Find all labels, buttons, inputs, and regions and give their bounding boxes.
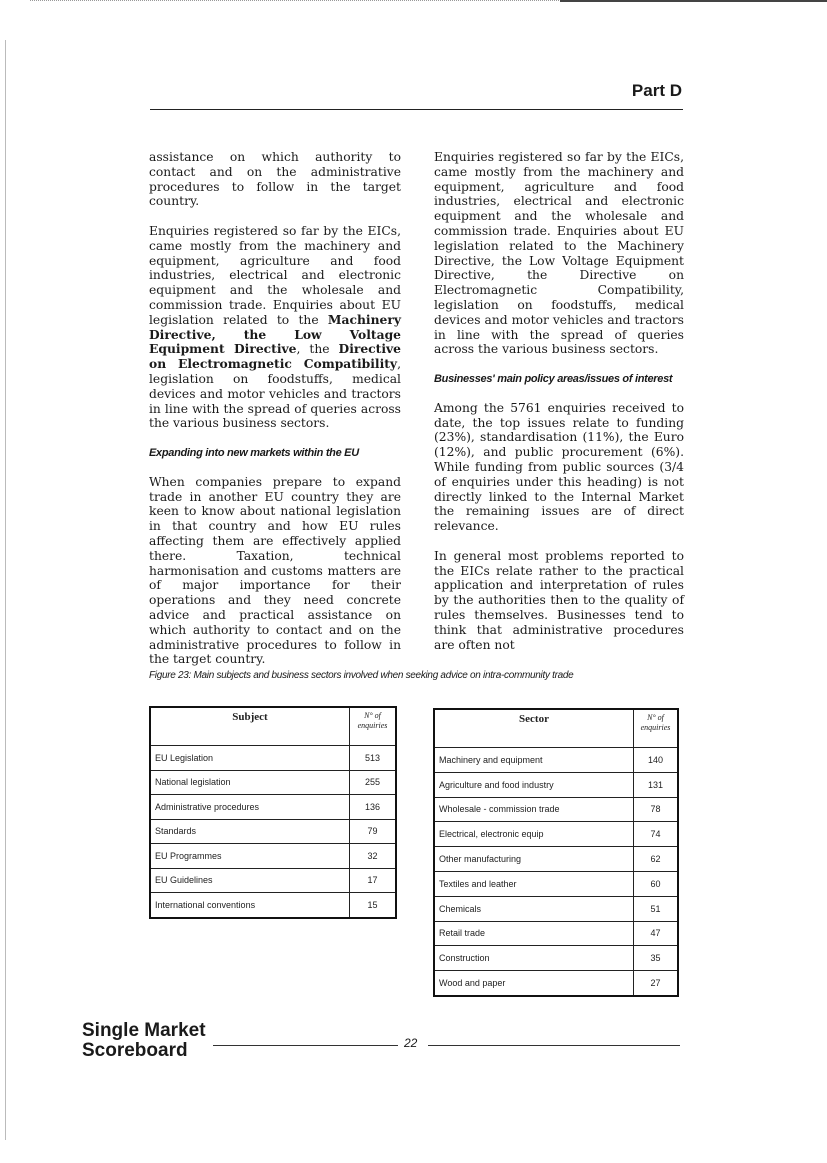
- row-label: Textiles and leather: [434, 871, 634, 896]
- text-run: , legislation on foodstuffs, medical devices and motor vehicles and tractors in line with the spread of queries across the various business sectors.: [149, 357, 401, 431]
- row-label: Wood and paper: [434, 971, 634, 996]
- row-label: Machinery and equipment: [434, 748, 634, 773]
- section-heading-expanding: Expanding into new markets within the EU: [149, 446, 359, 459]
- table-row: [434, 822, 678, 847]
- row-count: 35: [634, 946, 679, 971]
- header-rule: [150, 109, 683, 110]
- table-row: [434, 921, 678, 946]
- row-count: 62: [634, 847, 679, 872]
- subject-table-body: [150, 746, 396, 918]
- table-row: [150, 770, 396, 795]
- scan-left-edge: [5, 40, 6, 1140]
- right-column: [434, 150, 684, 667]
- left-column: [149, 150, 401, 682]
- row-count: 140: [634, 748, 679, 773]
- figure-caption: Figure 23: Main subjects and business sectors involved when seeking advice on intra-community trade: [149, 670, 574, 681]
- table-row: [150, 795, 396, 820]
- row-label: Construction: [434, 946, 634, 971]
- publication-title-line-2: Scoreboard: [82, 1040, 188, 1061]
- row-label: Standards: [150, 819, 350, 844]
- sector-count-header: N° of enquiries: [634, 709, 679, 748]
- footer-rule-right: [428, 1045, 680, 1046]
- row-count: 15: [350, 893, 397, 918]
- footer-rule-left: [213, 1045, 398, 1046]
- row-label: Other manufacturing: [434, 847, 634, 872]
- row-count: 32: [350, 844, 397, 869]
- bold-run: Directive on Electromagnetic Compatibility: [149, 341, 401, 372]
- row-count: 131: [634, 772, 679, 797]
- table-row: [434, 772, 678, 797]
- row-count: 51: [634, 896, 679, 921]
- row-count: 74: [634, 822, 679, 847]
- part-header: Part D: [631, 81, 682, 100]
- table-row: [434, 748, 678, 773]
- row-count: 255: [350, 770, 397, 795]
- row-label: Agriculture and food industry: [434, 772, 634, 797]
- row-label: Administrative procedures: [150, 795, 350, 820]
- table-row: [434, 847, 678, 872]
- scan-top-edge-solid: [560, 0, 827, 2]
- row-label: Electrical, electronic equip: [434, 822, 634, 847]
- right-paragraph-3: In general most problems reported to the EICs relate rather to the practical application and interpretation of rules by the authorities then to the quality of rules themselves. Businesses tend to think that administrative procedures are often not: [434, 548, 684, 652]
- row-count: 78: [634, 797, 679, 822]
- table-header-row: [434, 709, 678, 748]
- table-row: [434, 797, 678, 822]
- subject-table: [149, 706, 397, 919]
- row-label: National legislation: [150, 770, 350, 795]
- row-count: 27: [634, 971, 679, 996]
- bold-run: Machinery Directive, the Low Voltage Equipment Directive: [149, 311, 401, 357]
- table-row: [434, 896, 678, 921]
- sector-table-body: [434, 748, 678, 996]
- right-paragraph-1: Enquiries registered so far by the EICs, came mostly from the machinery and equipment, agriculture and food industries, electrical and electronic equipment and the wholesale and commission trade. Enquiries about EU legislation related to the Machinery Directive, the Low Voltage Equipment Directive, the Directive on Electromagnetic Compatibility, legislation on foodstuffs, medical devices and motor vehicles and tractors in line with the spread of queries across the various business sectors.: [434, 150, 684, 357]
- publication-title-line-1: Single Market: [82, 1020, 206, 1041]
- row-label: Retail trade: [434, 921, 634, 946]
- row-count: 136: [350, 795, 397, 820]
- table-row: [150, 893, 396, 918]
- left-paragraph-2: [149, 224, 401, 431]
- table-row: [150, 844, 396, 869]
- section-heading-policy-areas: Businesses' main policy areas/issues of interest: [434, 372, 673, 385]
- row-count: 47: [634, 921, 679, 946]
- subject-count-header: N° of enquiries: [350, 707, 397, 746]
- row-label: EU Programmes: [150, 844, 350, 869]
- table-row: [434, 871, 678, 896]
- right-paragraph-2: Among the 5761 enquiries received to date, the top issues relate to funding (23%), standardisation (11%), the Euro (12%), and public procurement (6%). While funding from public sources (3/4 of enquiries under this heading) is not directly linked to the Internal Market the remaining issues are of direct relevance.: [434, 400, 684, 534]
- row-label: Chemicals: [434, 896, 634, 921]
- row-label: Wholesale - commission trade: [434, 797, 634, 822]
- table-row: [434, 946, 678, 971]
- publication-title: [82, 1021, 206, 1061]
- sector-table: [433, 708, 679, 997]
- row-label: EU Legislation: [150, 746, 350, 771]
- table-row: [150, 819, 396, 844]
- table-row: [434, 971, 678, 996]
- table-row: [150, 868, 396, 893]
- row-count: 60: [634, 871, 679, 896]
- row-count: 17: [350, 868, 397, 893]
- text-run: Enquiries registered so far by the EICs, came mostly from the machinery and equipment, agriculture and food industries, electrical and electronic equipment and the wholesale and commission trade. Enquiries about EU legislation related to the: [149, 223, 401, 327]
- left-paragraph-3: When companies prepare to expand trade in another EU country they are keen to know about national legislation in that country and how EU rules affecting them are effectively applied there. Taxation, technical harmonisation and customs matters are of major importance for their operations and they need concrete advice and practical assistance on which authority to contact and on the administrative procedures to follow in the target country.: [149, 474, 401, 667]
- row-count: 513: [350, 746, 397, 771]
- row-label: EU Guidelines: [150, 868, 350, 893]
- row-label: International conventions: [150, 893, 350, 918]
- table-header-row: [150, 707, 396, 746]
- text-run: , the: [296, 342, 339, 357]
- table-row: [150, 746, 396, 771]
- sector-header: Sector: [434, 709, 634, 748]
- row-count: 79: [350, 819, 397, 844]
- page-number: 22: [404, 1036, 418, 1050]
- left-paragraph-1: assistance on which authority to contact and on the administrative procedures to follow in the target country.: [149, 150, 401, 209]
- subject-header: Subject: [150, 707, 350, 746]
